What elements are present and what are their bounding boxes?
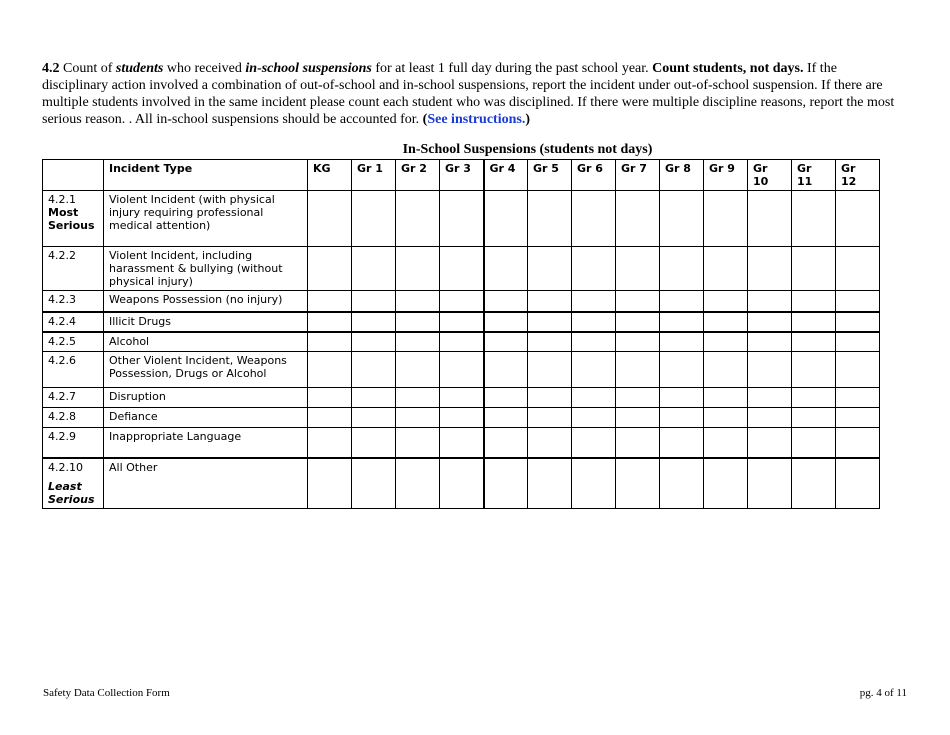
count-input-cell[interactable] bbox=[792, 312, 836, 332]
count-input-cell[interactable] bbox=[352, 312, 396, 332]
incident-type: Violent Incident, including harassment & bullying (without physical injury) bbox=[104, 247, 308, 291]
count-input-cell[interactable] bbox=[836, 247, 880, 291]
count-input-cell[interactable] bbox=[440, 352, 484, 388]
count-input-cell[interactable] bbox=[440, 312, 484, 332]
table-title: In-School Suspensions (students not days) bbox=[402, 142, 653, 157]
count-input-cell[interactable] bbox=[748, 388, 792, 408]
suspensions-emphasis: in-school suspensions bbox=[245, 61, 372, 76]
count-input-cell[interactable] bbox=[484, 388, 528, 408]
count-input-cell[interactable] bbox=[704, 247, 748, 291]
count-input-cell[interactable] bbox=[308, 388, 352, 408]
incident-code-cell bbox=[43, 291, 104, 312]
count-input-cell[interactable] bbox=[528, 388, 572, 408]
header-grade: Gr 11 bbox=[792, 160, 836, 191]
count-input-cell[interactable] bbox=[352, 332, 396, 352]
header-incident-type: Incident Type bbox=[104, 160, 308, 191]
incident-code-cell bbox=[43, 352, 104, 388]
count-input-cell[interactable] bbox=[396, 428, 440, 458]
count-input-cell[interactable] bbox=[484, 428, 528, 458]
count-input-cell[interactable] bbox=[836, 388, 880, 408]
count-input-cell[interactable] bbox=[836, 291, 880, 312]
count-input-cell[interactable] bbox=[792, 408, 836, 428]
header-row bbox=[43, 160, 880, 191]
incident-code: 4.2.6 bbox=[48, 354, 76, 367]
count-input-cell[interactable] bbox=[440, 191, 484, 247]
count-input-cell[interactable] bbox=[660, 312, 704, 332]
count-input-cell[interactable] bbox=[308, 352, 352, 388]
count-input-cell[interactable] bbox=[440, 388, 484, 408]
incident-code: 4.2.10 bbox=[48, 460, 83, 474]
count-input-cell[interactable] bbox=[748, 312, 792, 332]
count-input-cell[interactable] bbox=[616, 332, 660, 352]
count-input-cell[interactable] bbox=[528, 312, 572, 332]
count-input-cell[interactable] bbox=[308, 191, 352, 247]
count-input-cell[interactable] bbox=[704, 332, 748, 352]
count-input-cell[interactable] bbox=[572, 352, 616, 388]
paren: ) bbox=[525, 112, 531, 127]
count-input-cell[interactable] bbox=[352, 408, 396, 428]
table-row bbox=[43, 291, 880, 312]
count-input-cell[interactable] bbox=[308, 408, 352, 428]
count-input-cell[interactable] bbox=[308, 458, 352, 509]
count-input-cell[interactable] bbox=[352, 247, 396, 291]
header-grade: KG bbox=[308, 160, 352, 191]
incident-type: All Other bbox=[104, 458, 308, 509]
count-input-cell[interactable] bbox=[308, 332, 352, 352]
count-input-cell[interactable] bbox=[528, 428, 572, 458]
count-input-cell[interactable] bbox=[440, 408, 484, 428]
count-input-cell[interactable] bbox=[396, 291, 440, 312]
count-input-cell[interactable] bbox=[792, 388, 836, 408]
count-input-cell[interactable] bbox=[396, 191, 440, 247]
count-input-cell[interactable] bbox=[748, 352, 792, 388]
count-input-cell[interactable] bbox=[572, 428, 616, 458]
count-input-cell[interactable] bbox=[528, 247, 572, 291]
count-input-cell[interactable] bbox=[616, 291, 660, 312]
header-grade: Gr 8 bbox=[660, 160, 704, 191]
count-input-cell[interactable] bbox=[836, 408, 880, 428]
count-input-cell[interactable] bbox=[836, 191, 880, 247]
count-input-cell[interactable] bbox=[748, 332, 792, 352]
suspensions-table bbox=[42, 159, 880, 509]
count-input-cell[interactable] bbox=[572, 332, 616, 352]
incident-code-cell bbox=[43, 408, 104, 428]
incident-code-cell bbox=[43, 428, 104, 458]
header-code-cell bbox=[43, 160, 104, 191]
count-input-cell[interactable] bbox=[660, 247, 704, 291]
count-input-cell[interactable] bbox=[836, 458, 880, 509]
count-input-cell[interactable] bbox=[484, 332, 528, 352]
count-input-cell[interactable] bbox=[704, 352, 748, 388]
count-input-cell[interactable] bbox=[440, 458, 484, 509]
incident-code-cell bbox=[43, 388, 104, 408]
count-input-cell[interactable] bbox=[660, 458, 704, 509]
severity-note: Least Serious bbox=[48, 479, 95, 506]
count-input-cell[interactable] bbox=[484, 291, 528, 312]
table-row bbox=[43, 352, 880, 388]
count-input-cell[interactable] bbox=[660, 408, 704, 428]
count-input-cell[interactable] bbox=[484, 458, 528, 509]
count-input-cell[interactable] bbox=[792, 332, 836, 352]
incident-type: Disruption bbox=[104, 388, 308, 408]
incident-code-cell bbox=[43, 332, 104, 352]
count-input-cell[interactable] bbox=[792, 191, 836, 247]
count-input-cell[interactable] bbox=[616, 352, 660, 388]
table-row bbox=[43, 191, 880, 247]
count-input-cell[interactable] bbox=[572, 312, 616, 332]
count-input-cell[interactable] bbox=[352, 458, 396, 509]
incident-type: Other Violent Incident, Weapons Possession, Drugs or Alcohol bbox=[104, 352, 308, 388]
count-input-cell[interactable] bbox=[572, 291, 616, 312]
count-input-cell[interactable] bbox=[484, 408, 528, 428]
count-input-cell[interactable] bbox=[528, 332, 572, 352]
incident-code-cell bbox=[43, 458, 104, 509]
header-grade: Gr 10 bbox=[748, 160, 792, 191]
incident-code: 4.2.7 bbox=[48, 390, 76, 403]
count-input-cell[interactable] bbox=[704, 312, 748, 332]
incident-type: Violent Incident (with physical injury requiring professional medical attention) bbox=[104, 191, 308, 247]
header-grade: Gr 7 bbox=[616, 160, 660, 191]
header-grade: Gr 9 bbox=[704, 160, 748, 191]
count-input-cell[interactable] bbox=[616, 458, 660, 509]
header-grade: Gr 2 bbox=[396, 160, 440, 191]
count-input-cell[interactable] bbox=[572, 388, 616, 408]
count-input-cell[interactable] bbox=[308, 312, 352, 332]
count-input-cell[interactable] bbox=[792, 428, 836, 458]
count-input-cell[interactable] bbox=[748, 428, 792, 458]
count-input-cell[interactable] bbox=[616, 408, 660, 428]
count-input-cell[interactable] bbox=[396, 312, 440, 332]
count-input-cell[interactable] bbox=[616, 247, 660, 291]
count-input-cell[interactable] bbox=[352, 191, 396, 247]
count-input-cell[interactable] bbox=[484, 352, 528, 388]
count-input-cell[interactable] bbox=[440, 291, 484, 312]
incident-code: 4.2.2 bbox=[48, 249, 76, 262]
count-input-cell[interactable] bbox=[484, 191, 528, 247]
count-input-cell[interactable] bbox=[308, 428, 352, 458]
count-input-cell[interactable] bbox=[704, 458, 748, 509]
count-input-cell[interactable] bbox=[616, 428, 660, 458]
incident-type: Inappropriate Language bbox=[104, 428, 308, 458]
count-input-cell[interactable] bbox=[748, 247, 792, 291]
count-input-cell[interactable] bbox=[308, 247, 352, 291]
count-input-cell[interactable] bbox=[308, 291, 352, 312]
footer-form-name: Safety Data Collection Form bbox=[43, 687, 170, 699]
header-grade: Gr 4 bbox=[484, 160, 528, 191]
table-row bbox=[43, 312, 880, 332]
count-input-cell[interactable] bbox=[616, 312, 660, 332]
count-input-cell[interactable] bbox=[704, 408, 748, 428]
count-input-cell[interactable] bbox=[528, 408, 572, 428]
count-input-cell[interactable] bbox=[352, 388, 396, 408]
table-row bbox=[43, 388, 880, 408]
table-row bbox=[43, 332, 880, 352]
count-input-cell[interactable] bbox=[484, 247, 528, 291]
count-input-cell[interactable] bbox=[528, 458, 572, 509]
count-input-cell[interactable] bbox=[572, 408, 616, 428]
incident-code: 4.2.3 bbox=[48, 293, 76, 306]
count-input-cell[interactable] bbox=[352, 352, 396, 388]
count-input-cell[interactable] bbox=[572, 247, 616, 291]
count-input-cell[interactable] bbox=[484, 312, 528, 332]
count-input-cell[interactable] bbox=[792, 247, 836, 291]
count-input-cell[interactable] bbox=[440, 428, 484, 458]
students-emphasis: students bbox=[115, 61, 164, 76]
incident-type: Illicit Drugs bbox=[104, 312, 308, 332]
incident-code: 4.2.4 bbox=[48, 314, 76, 328]
count-input-cell[interactable] bbox=[660, 428, 704, 458]
count-input-cell[interactable] bbox=[660, 388, 704, 408]
count-input-cell[interactable] bbox=[396, 352, 440, 388]
intro-text: Count of bbox=[59, 61, 116, 76]
section-number: 4.2 bbox=[42, 61, 60, 76]
count-input-cell[interactable] bbox=[748, 291, 792, 312]
count-input-cell[interactable] bbox=[440, 332, 484, 352]
count-input-cell[interactable] bbox=[352, 428, 396, 458]
header-grade: Gr 6 bbox=[572, 160, 616, 191]
count-input-cell[interactable] bbox=[792, 352, 836, 388]
instructions-paragraph bbox=[42, 60, 902, 128]
count-input-cell[interactable] bbox=[792, 291, 836, 312]
count-input-cell[interactable] bbox=[528, 191, 572, 247]
count-input-cell[interactable] bbox=[704, 191, 748, 247]
count-input-cell[interactable] bbox=[792, 458, 836, 509]
count-input-cell[interactable] bbox=[748, 408, 792, 428]
incident-code: 4.2.1 bbox=[48, 193, 76, 206]
incident-code: 4.2.5 bbox=[48, 334, 76, 348]
table-row bbox=[43, 428, 880, 458]
incident-type: Defiance bbox=[104, 408, 308, 428]
count-input-cell[interactable] bbox=[748, 458, 792, 509]
count-input-cell[interactable] bbox=[440, 247, 484, 291]
count-input-cell[interactable] bbox=[836, 332, 880, 352]
count-input-cell[interactable] bbox=[396, 408, 440, 428]
count-input-cell[interactable] bbox=[528, 291, 572, 312]
count-input-cell[interactable] bbox=[616, 191, 660, 247]
incident-code: 4.2.9 bbox=[48, 430, 76, 443]
incident-type: Weapons Possession (no injury) bbox=[104, 291, 308, 312]
incident-code: 4.2.8 bbox=[48, 410, 76, 423]
count-input-cell[interactable] bbox=[748, 191, 792, 247]
count-input-cell[interactable] bbox=[396, 332, 440, 352]
intro-text: who received bbox=[163, 61, 246, 76]
header-grade: Gr 12 bbox=[836, 160, 880, 191]
incident-code-cell bbox=[43, 312, 104, 332]
table-row bbox=[43, 408, 880, 428]
header-grade: Gr 5 bbox=[528, 160, 572, 191]
severity-note: Most Serious bbox=[48, 206, 95, 232]
count-input-cell[interactable] bbox=[572, 458, 616, 509]
intro-text: for at least 1 full day during the past school year. bbox=[371, 61, 653, 76]
incident-code-cell bbox=[43, 191, 104, 247]
count-note: Count students, not days. bbox=[652, 61, 804, 76]
footer-page-number: pg. 4 of 11 bbox=[859, 687, 907, 699]
count-input-cell[interactable] bbox=[660, 291, 704, 312]
table-row bbox=[43, 247, 880, 291]
count-input-cell[interactable] bbox=[836, 352, 880, 388]
header-grade: Gr 1 bbox=[352, 160, 396, 191]
count-input-cell[interactable] bbox=[528, 352, 572, 388]
header-grade: Gr 3 bbox=[440, 160, 484, 191]
count-input-cell[interactable] bbox=[396, 458, 440, 509]
count-input-cell[interactable] bbox=[836, 312, 880, 332]
see-instructions-link[interactable]: See instructions. bbox=[427, 112, 526, 127]
count-input-cell[interactable] bbox=[660, 352, 704, 388]
count-input-cell[interactable] bbox=[352, 291, 396, 312]
incident-type: Alcohol bbox=[104, 332, 308, 352]
table-row bbox=[43, 458, 880, 509]
count-input-cell[interactable] bbox=[572, 191, 616, 247]
count-input-cell[interactable] bbox=[396, 247, 440, 291]
count-input-cell[interactable] bbox=[836, 428, 880, 458]
count-input-cell[interactable] bbox=[396, 388, 440, 408]
count-input-cell[interactable] bbox=[616, 388, 660, 408]
intro-text: If the disciplinary action involved a combination of out-of-school and in-school suspensions, report the incident under out-of-school suspension. If there are multiple students involved in the same incident please count each student who was disciplined. If there were multiple discipline reasons, report the most serious reason. . All in-school suspensions should be accounted for. bbox=[42, 61, 895, 127]
count-input-cell[interactable] bbox=[660, 191, 704, 247]
count-input-cell[interactable] bbox=[704, 291, 748, 312]
paren: ( bbox=[422, 112, 428, 127]
count-input-cell[interactable] bbox=[704, 428, 748, 458]
count-input-cell[interactable] bbox=[704, 388, 748, 408]
count-input-cell[interactable] bbox=[660, 332, 704, 352]
incident-code-cell bbox=[43, 247, 104, 291]
